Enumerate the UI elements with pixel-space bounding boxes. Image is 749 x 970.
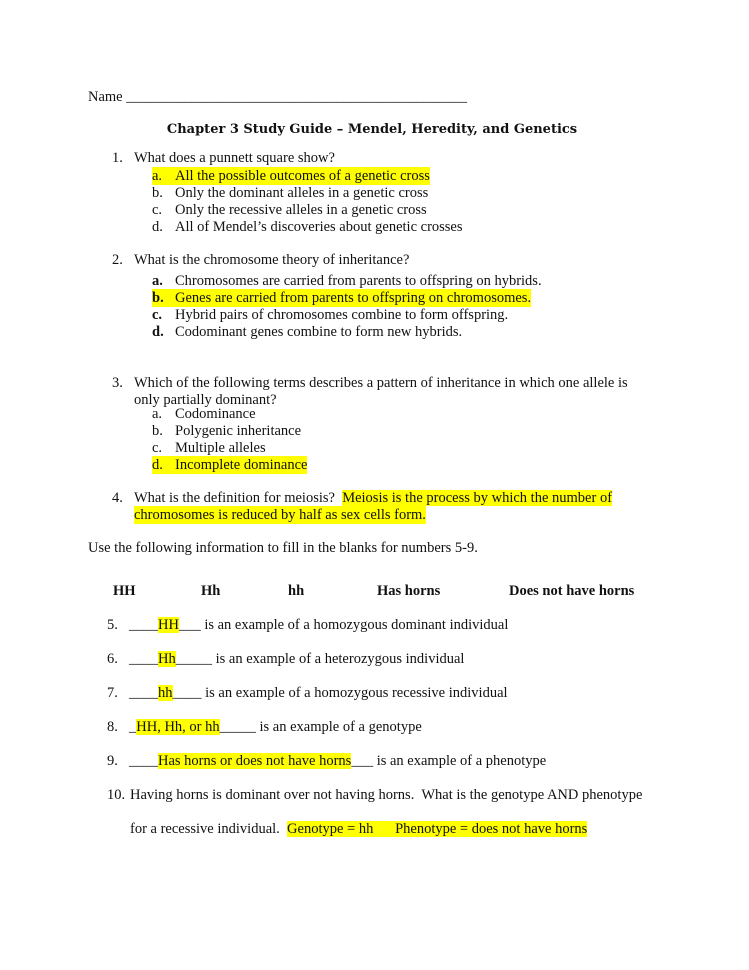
option-1b: b. Only the dominant alleles in a genetic cross — [152, 185, 429, 201]
question-number: 4. — [112, 490, 123, 506]
option-2d: d. Codominant genes combine to form new hybrids. — [152, 324, 463, 340]
term-no-horns: Does not have horns — [509, 583, 635, 599]
blank-question-7: 7. ____hh____ is an example of a homozygous recessive individual — [107, 685, 508, 701]
answer: Hh — [158, 651, 176, 667]
term-HH: HH — [113, 583, 136, 599]
page-title: Chapter 3 Study Guide – Mendel, Heredity, and Genetics — [166, 122, 578, 137]
question-number: 1. — [112, 150, 123, 166]
answer: HH, Hh, or hh — [136, 719, 220, 735]
name-label: Name — [88, 89, 123, 105]
blank-question-6: 6. ____Hh_____ is an example of a heterozygous individual — [107, 651, 465, 667]
answer: Genotype = hh Phenotype = does not have horns — [287, 821, 588, 837]
option-3a: a. Codominance — [152, 406, 256, 422]
question-text-cont: only partially dominant? — [134, 392, 277, 408]
option-3d: d. Incomplete dominance — [152, 457, 308, 473]
answer: HH — [158, 617, 179, 633]
option-2a: a. Chromosomes are carried from parents to offspring on hybrids. — [152, 273, 542, 289]
instruction: Use the following information to fill in the blanks for numbers 5-9. — [88, 540, 478, 556]
answer: Has horns or does not have horns — [158, 753, 352, 769]
question-number: 2. — [112, 252, 123, 268]
question-10-cont: for a recessive individual. Genotype = hh Phenotype = does not have horns — [130, 821, 588, 837]
option-2c: c. Hybrid pairs of chromosomes combine to form offspring. — [152, 307, 509, 323]
answer-cont: chromosomes is reduced by half as sex cells form. — [134, 507, 426, 523]
option-3c: c. Multiple alleles — [152, 440, 266, 456]
option-2b: b. Genes are carried from parents to offspring on chromosomes. — [152, 290, 532, 306]
question-text: What is the chromosome theory of inheritance? — [134, 252, 410, 268]
question-text: What is the definition for meiosis? Meiosis is the process by which the number of — [134, 490, 613, 506]
option-3b: b. Polygenic inheritance — [152, 423, 302, 439]
term-hh: hh — [288, 583, 305, 599]
question-text: What does a punnett square show? — [134, 150, 335, 166]
option-1d: d. All of Mendel’s discoveries about genetic crosses — [152, 219, 463, 235]
name-field[interactable] — [88, 88, 467, 106]
question-10: 10. Having horns is dominant over not having horns. What is the genotype AND phenotype — [107, 787, 643, 803]
blank-question-8: 8. _HH, Hh, or hh_____ is an example of a genotype — [107, 719, 422, 735]
name-blank[interactable]: _______________________________________________ — [126, 89, 467, 105]
term-Hh: Hh — [201, 583, 221, 599]
question-number: 3. — [112, 375, 123, 391]
term-has-horns: Has horns — [377, 583, 441, 599]
option-1c: c. Only the recessive alleles in a genetic cross — [152, 202, 427, 218]
option-1a: a. All the possible outcomes of a genetic cross — [152, 168, 430, 184]
answer: Meiosis is the process by which the number of — [342, 490, 613, 506]
blank-question-9: 9. ____Has horns or does not have horns___ is an example of a phenotype — [107, 753, 547, 769]
blank-question-5: 5. ____HH___ is an example of a homozygous dominant individual — [107, 617, 509, 633]
question-text: Which of the following terms describes a pattern of inheritance in which one allele is — [134, 375, 628, 391]
answer: hh — [158, 685, 173, 701]
